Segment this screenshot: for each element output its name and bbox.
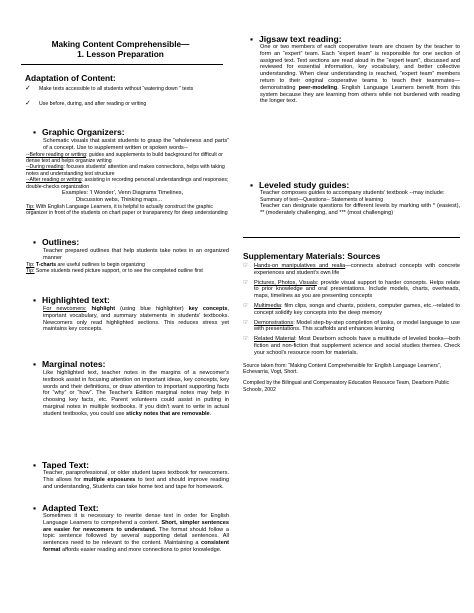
bullet-icon: ▪	[33, 237, 37, 247]
graphic-organizers-heading: ▪ Graphic Organizers:	[26, 127, 229, 137]
jigsaw-section	[243, 34, 460, 105]
pointing-hand-icon: ☞	[243, 279, 249, 286]
during-reading-note: --During reading: focuses students' attention and makes connections, helps with taking notes and understanding text structure	[26, 164, 225, 177]
bullet-icon: ▪	[33, 503, 37, 513]
bullet-icon: ▪	[33, 460, 37, 470]
marginal-notes-section	[26, 359, 229, 418]
leveled-heading: ▪ Leveled study guides:	[243, 180, 460, 190]
outlines-tip: Tip: T-charts are useful outlines to begin organizing	[26, 261, 145, 268]
leveled-guides-section	[243, 180, 460, 217]
source-item: ☞ Demonstrations: Model step-by-step completion of tasks, or model language to use with presentations. This scaffolds and enhances learning	[243, 319, 460, 333]
bullet-icon: ▪	[250, 34, 254, 44]
outlines-tip-2: Tip: Some students need picture support, or to see the completed outline first	[26, 268, 203, 274]
taped-text: Teacher, paraprofessional, or older student tapes textbook for newcomers. This allows for multiple exposures to text and should improve reading and understanding, Students can take home text and tape for homework.	[43, 470, 229, 490]
leveled-text-1: Teacher composes guides to accompany students' textbook --may include:	[260, 190, 445, 196]
pointing-hand-icon: ☞	[243, 263, 249, 269]
sources-divider	[243, 237, 460, 238]
taped-heading: ▪ Taped Text:	[26, 460, 229, 470]
source-item: ☞ Pictures, Photos, Visuals: provide visual support to harder concepts. Helps relate to prior knowledge and oral presentations. Include models, charts, overheads, maps, timelines as you are presenting concepts	[243, 279, 460, 300]
source-item: ☞ Hands-on manipulatives and realia—connects abstract concepts with concrete experiences and student's own life	[243, 263, 460, 276]
graphic-organizers-intro: Schematic visuals that assist students to grasp the “wholeness and parts” of a concept. Use to supplement written or spoken words--	[43, 138, 229, 151]
adaptation-section	[25, 73, 225, 108]
taped-text-section	[26, 460, 229, 490]
page-subtitle: 1. Lesson Preparation	[77, 48, 164, 59]
graphic-organizers-tip: Tip: With English Language Learners, it is helpful to actually construct the graphic organizer in front of the students on chart paper or transparency for deep understanding	[26, 203, 228, 217]
graphic-organizers-section	[26, 127, 229, 216]
outlines-text: Teacher prepared outlines that help students take notes in an organized manner	[43, 248, 229, 261]
outlines-heading: ▪ Outlines:	[26, 237, 229, 247]
adapted-text: Sometimes it is necessary to rewrite dense text in order for English Language Learners to comprehend a content. Short, simpler sentences are easier for newcomers to understand. The format should follow a topic sentence followed by several supporting detail sentences. All sentences need to be relevant to the content. Maintaining a consistent format affords easier reading and more connections to prior knowledge.	[43, 513, 229, 553]
leveled-text-2: Summary of text—Questions-- Statements of learning	[260, 196, 384, 203]
source-citation: Source taken from: “Making Content Comprehensible for English Language Learners”, Echevarria, Vogt, Short.	[243, 362, 442, 375]
jigsaw-heading: ▪ Jigsaw text reading:	[243, 34, 460, 44]
check-icon: ✓	[25, 85, 31, 92]
pointing-hand-icon: ☞	[243, 319, 249, 326]
page-title: Making Content Comprehensible—	[51, 39, 190, 49]
pointing-hand-icon: ☞	[243, 302, 249, 309]
highlighted-heading: ▪ Highlighted text:	[26, 295, 229, 305]
bullet-icon: ▪	[33, 127, 37, 137]
title-divider	[21, 64, 223, 65]
marginal-text: Like highlighted text, teacher notes in the margins of a newcomer's textbook assist in focusing attention on important ideas, key concepts, key words and their definitions, or draw attention to important supporting facts for “why” or “how”. The Teacher's Edition marginal notes may help in choosing key facts, etc. Parent volunteers could assist in putting in marginal notes in multiple textbooks. If you didn't want to write in actual student textbooks, you could use sticky notes that are removable.	[43, 370, 229, 417]
bullet-icon: ▪	[250, 180, 254, 190]
compiled-by: Compiled by the Bilingual and Compensatory Education Resource Team, Dearborn Public Schools, 2002	[243, 380, 450, 393]
leveled-text-3: Teacher can designate questions for different levels by marking with * (easiest), ** (moderately challenging, and *** (most challenging)	[260, 203, 460, 216]
outlines-section	[26, 237, 229, 274]
source-item: ☞ Related Material: Most Dearborn schools have a multitude of leveled books—both fiction and non-fiction that supplement science and social studies themes. Check your school's resource room for materials.	[243, 336, 461, 356]
adaptation-item-1: ✓ Make texts accessible to all students without “watering down ” texts	[25, 85, 194, 92]
source-item: ☞ Multimedia: film clips, songs and chants, posters, computer games, etc.--related to concept solidify key concepts into the deep memory	[243, 302, 460, 316]
adaptation-heading: Adaptation of Content:	[25, 73, 116, 83]
highlighted-text: For newcomers: highlight (using blue highlighter) key concepts, important vocabulary, and summary statements in students' textbooks. Newcomers only read highlighted sections. This reduces stress yet maintains key concepts.	[43, 306, 229, 333]
after-reading-note: --After reading or writing: assisting in recording personal understandings and responses; double-checks organization	[26, 177, 229, 190]
adapted-text-section	[26, 503, 229, 554]
title-block	[18, 40, 223, 59]
examples-text: Examples: ‘I Wonder’, Venn Diagrams Timelines,	[62, 190, 184, 197]
adapted-heading: ▪ Adapted Text:	[26, 503, 229, 513]
bullet-icon: ▪	[33, 295, 37, 305]
before-reading-note: --Before reading or writing: guides and supplements to build background for difficult or dense text and helps organize writing	[26, 151, 223, 164]
jigsaw-text: One or two members of each cooperative team are chosen by the teacher to form an “expert” team. Each “expert team” is responsible for one section of assigned text. Text sections are read aloud in the “expert team”, discussed and reviewed for essential information, key vocabulary, and better collective understanding. When clear understanding is reached, “expert team” members return to their original cooperative teams to teach their teammates—demonstrating peer-modeling. English Language Learners benefit from this system because they are learning from others while not burdened with reading the longer text.	[260, 44, 460, 105]
pointing-hand-icon: ☞	[243, 336, 249, 343]
marginal-heading: ▪ Marginal notes:	[26, 359, 229, 369]
sources-section	[243, 251, 460, 393]
highlighted-text-section	[26, 295, 229, 333]
sources-heading: Supplementary Materials: Sources	[243, 251, 381, 261]
examples-text-2: Discussion webs, Thinking maps…	[76, 196, 163, 203]
adaptation-item-2: ✓ Use before, during, and after reading or writing	[25, 100, 147, 108]
check-icon: ✓	[25, 100, 31, 108]
bullet-icon: ▪	[33, 359, 37, 369]
